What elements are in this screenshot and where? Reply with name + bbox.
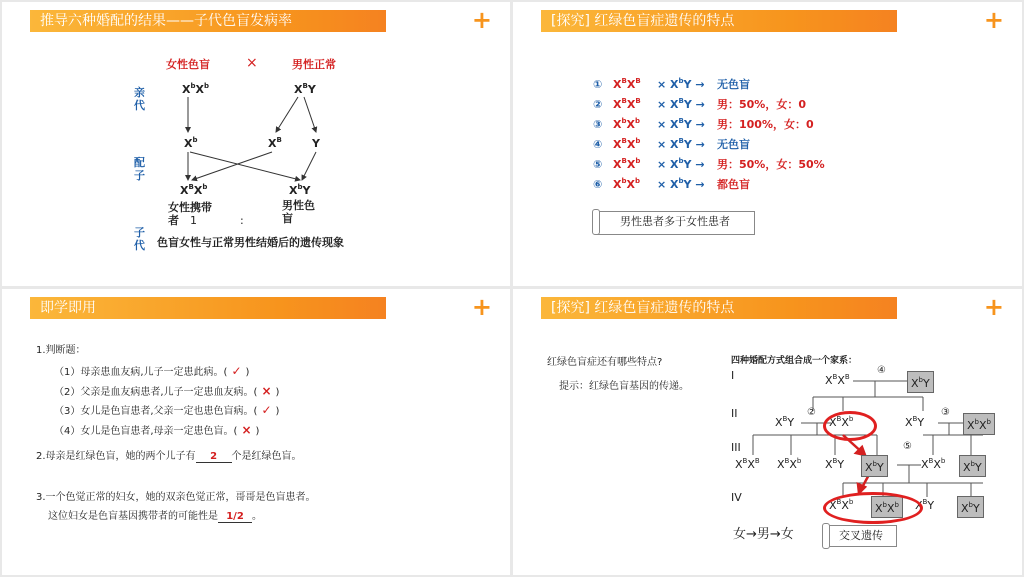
mother-genotype: $X^BX^b$ bbox=[613, 157, 641, 171]
affected-individual: $X^bY$ bbox=[957, 496, 984, 518]
individual: $X^BX^b$ bbox=[829, 415, 854, 429]
summary-box bbox=[595, 211, 755, 235]
slide-title-bar bbox=[541, 10, 897, 32]
parent-male-genotype: $X^BY$ bbox=[294, 82, 316, 96]
cross-row bbox=[593, 76, 750, 92]
slide-inheritance-features[interactable] bbox=[513, 2, 1022, 286]
individual: $X^BY$ bbox=[905, 415, 925, 429]
marriage-num-3: ③ bbox=[941, 407, 950, 418]
question-2: 2.母亲是红绿色盲，她的两个儿子有 2 个是红绿色盲。 bbox=[36, 451, 302, 462]
judgment-text: （3）女儿是色盲患者,父亲一定也患色盲病。( bbox=[54, 406, 258, 417]
feature-hint: 提示：红绿色盲基因的传递。 bbox=[559, 381, 689, 392]
individual: $X^BX^b$ bbox=[829, 498, 854, 512]
father-genotype: × $X^bY$ → bbox=[657, 77, 705, 91]
judgment-mark: × bbox=[261, 384, 272, 398]
individual: $X^BX^b$ bbox=[777, 457, 802, 471]
cross-number: ⑥ bbox=[593, 178, 603, 191]
affected-individual: $X^bY$ bbox=[907, 371, 934, 393]
question-3-line2: 这位妇女是色盲基因携带者的可能性是 1/2 。 bbox=[48, 511, 262, 522]
judgment-item bbox=[54, 383, 279, 398]
marriage-num-4: ④ bbox=[877, 365, 886, 376]
cross-number: ④ bbox=[593, 138, 603, 151]
individual: $X^BY$ bbox=[825, 457, 845, 471]
slide-title: 即学即用 bbox=[40, 300, 96, 316]
judgment-item bbox=[54, 402, 279, 417]
cross-result: 男：100%，女：0 bbox=[717, 118, 814, 131]
mother-genotype: $X^BX^B$ bbox=[613, 97, 641, 111]
father-genotype: × $X^bY$ → bbox=[657, 177, 705, 191]
slide-title: [探究] 红绿色盲症遗传的特点 bbox=[551, 13, 735, 29]
gen-label-parent: 亲 代 bbox=[134, 86, 145, 112]
individual: $X^BX^B$ bbox=[735, 457, 760, 471]
judgment-mark: ✓ bbox=[231, 364, 242, 378]
mother-genotype: $X^BX^b$ bbox=[613, 137, 641, 151]
father-genotype: × $X^BY$ → bbox=[657, 117, 705, 131]
mother-genotype: $X^bX^b$ bbox=[613, 117, 640, 131]
cross-result: 男：50%，女：50% bbox=[717, 158, 825, 171]
slide-pedigree-cross[interactable] bbox=[2, 2, 510, 286]
cross-arrows bbox=[2, 2, 510, 286]
affected-individual: $X^bX^b$ bbox=[963, 413, 995, 435]
question-2-answer: 2 bbox=[196, 451, 232, 463]
add-icon[interactable]: + bbox=[983, 293, 1004, 321]
cross-result: 无色盲 bbox=[717, 78, 750, 91]
mother-genotype: $X^BX^B$ bbox=[613, 77, 641, 91]
cross-inheritance-text: 交叉遗传 bbox=[839, 529, 883, 542]
cross-row bbox=[593, 116, 814, 132]
father-genotype: × $X^BY$ → bbox=[657, 97, 705, 111]
cross-row bbox=[593, 96, 806, 112]
summary-text: 男性患者多于女性患者 bbox=[620, 215, 730, 228]
generation-II: II bbox=[731, 407, 738, 420]
question-3-answer: 1/2 bbox=[218, 511, 252, 523]
gamete-xB-male: $X^B$ bbox=[268, 136, 282, 150]
judgment-close: ) bbox=[255, 426, 260, 437]
female-label: 女性色盲 bbox=[166, 58, 210, 71]
judgment-text: （2）父亲是血友病患者,儿子一定患血友病。( bbox=[54, 387, 258, 398]
highlight-oval-offspring bbox=[823, 492, 923, 524]
generation-III: III bbox=[731, 441, 741, 454]
slide-title: [探究] 红绿色盲症遗传的特点 bbox=[551, 300, 735, 316]
affected-individual: $X^bX^b$ bbox=[871, 496, 903, 518]
judgment-close: ) bbox=[275, 406, 280, 417]
male-label: 男性正常 bbox=[292, 58, 336, 71]
ratio-left: 1 bbox=[190, 214, 197, 227]
add-icon[interactable]: + bbox=[471, 6, 492, 34]
cross-number: ⑤ bbox=[593, 158, 603, 171]
judgment-close: ) bbox=[275, 387, 280, 398]
cross-row bbox=[593, 156, 825, 172]
individual: $X^BY$ bbox=[775, 415, 795, 429]
child-female-label: 女性携带者 bbox=[168, 201, 212, 227]
judgment-close: ) bbox=[245, 367, 250, 378]
judgment-text: （1）母亲患血友病,儿子一定患此病。( bbox=[54, 367, 228, 378]
mother-genotype: $X^bX^b$ bbox=[613, 177, 640, 191]
slide-title: 推导六种婚配的结果——子代色盲发病率 bbox=[40, 13, 292, 29]
marriage-num-5: ⑤ bbox=[903, 441, 912, 452]
child-female-genotype: $X^BX^b$ bbox=[180, 183, 208, 197]
pedigree-title: 四种婚配方式组合成一个家系： bbox=[731, 356, 858, 366]
slide-title-bar bbox=[30, 297, 386, 319]
affected-individual: $X^bY$ bbox=[861, 455, 888, 477]
cross-number: ③ bbox=[593, 118, 603, 131]
gamete-xb-female: $X^b$ bbox=[184, 136, 198, 150]
judgment-mark: ✓ bbox=[261, 403, 272, 417]
parent-female-genotype: $X^bX^b$ bbox=[182, 82, 209, 96]
judgment-text: （4）女儿是色盲患者,母亲一定患色盲。( bbox=[54, 426, 238, 437]
cross-row bbox=[593, 176, 750, 192]
question-3-line1: 3.一个色觉正常的妇女，她的双亲色觉正常，哥哥是色盲患者。 bbox=[36, 492, 316, 503]
child-male-label: 男性色盲 bbox=[282, 199, 315, 225]
cross-number: ① bbox=[593, 78, 603, 91]
gen-label-gamete: 配 子 bbox=[134, 156, 145, 182]
judgment-item bbox=[54, 422, 259, 437]
judgment-mark: × bbox=[241, 423, 252, 437]
generation-I: I bbox=[731, 369, 735, 382]
father-genotype: × $X^bY$ → bbox=[657, 157, 705, 171]
cross-symbol: × bbox=[246, 55, 258, 71]
cross-result: 都色盲 bbox=[717, 178, 750, 191]
individual: $X^BY$ bbox=[915, 498, 935, 512]
individual: $X^BX^B$ bbox=[825, 373, 850, 387]
question-1-label: 1.判断题： bbox=[36, 345, 86, 356]
conclusion-text: 色盲女性与正常男性结婚后的遗传现象 bbox=[157, 236, 344, 249]
slide-pedigree[interactable] bbox=[513, 289, 1022, 575]
cross-result: 男：50%，女：0 bbox=[717, 98, 806, 111]
child-male-genotype: $X^bY$ bbox=[289, 183, 311, 197]
feature-question: 红绿色盲症还有哪些特点? bbox=[547, 357, 663, 368]
cross-result: 无色盲 bbox=[717, 138, 750, 151]
gamete-y-male: Y bbox=[312, 137, 320, 150]
affected-individual: $X^bY$ bbox=[959, 455, 986, 477]
judgment-item bbox=[54, 363, 249, 378]
slide-practice[interactable] bbox=[2, 289, 510, 575]
gen-label-offspring: 子 代 bbox=[134, 226, 145, 252]
generation-IV: IV bbox=[731, 491, 742, 504]
cross-row bbox=[593, 136, 750, 152]
father-genotype: × $X^BY$ → bbox=[657, 137, 705, 151]
individual: $X^BX^b$ bbox=[921, 457, 946, 471]
add-icon[interactable]: + bbox=[983, 6, 1004, 34]
marriage-num-2: ② bbox=[807, 407, 816, 418]
highlight-oval-carrier bbox=[823, 411, 877, 441]
add-icon[interactable]: + bbox=[471, 293, 492, 321]
cross-number: ② bbox=[593, 98, 603, 111]
cross-path: 女→男→女 bbox=[733, 527, 794, 542]
ratio-colon: : bbox=[240, 214, 244, 227]
cross-inheritance-box bbox=[825, 525, 897, 547]
